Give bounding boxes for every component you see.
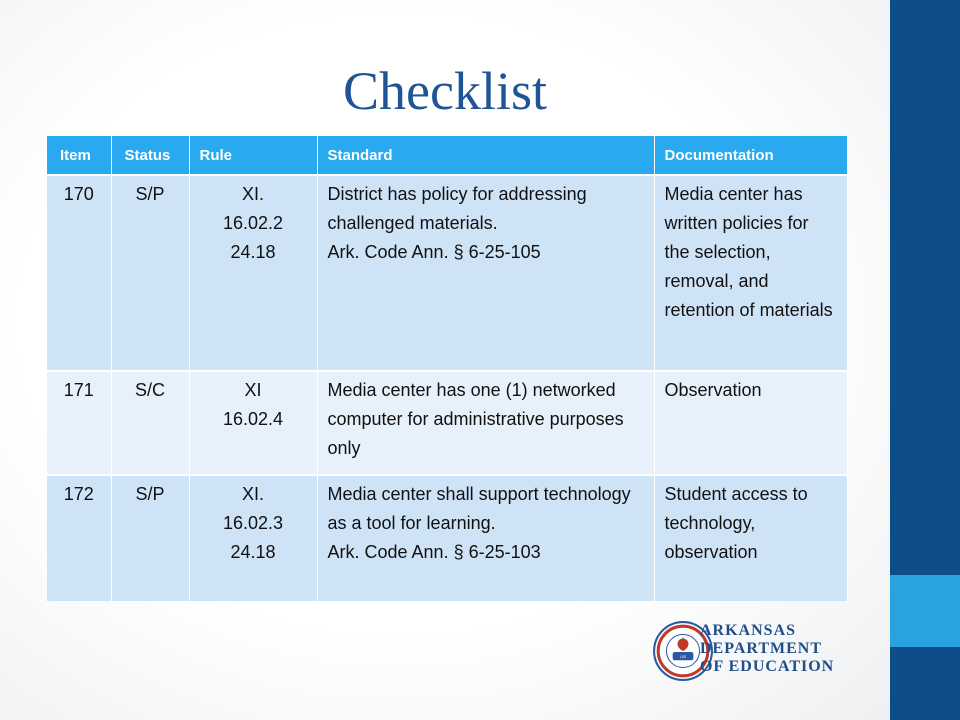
cell-documentation xyxy=(654,371,847,475)
standard-line: Media center has one (1) networked computer for administrative purposes only xyxy=(327,380,624,458)
cell-status: S/P xyxy=(111,175,189,371)
cell-rule xyxy=(189,475,317,601)
table-row xyxy=(47,175,847,371)
table-header-row xyxy=(47,136,847,175)
cell-item: 171 xyxy=(47,371,111,475)
cell-standard xyxy=(317,175,654,371)
header-documentation: Documentation xyxy=(654,136,847,175)
rule-line: 24.18 xyxy=(230,242,276,262)
cell-standard xyxy=(317,371,654,475)
logo-line-3: OF EDUCATION xyxy=(700,658,835,675)
documentation-line: Student access to technology, observation xyxy=(664,484,808,562)
standard-line: Ark. Code Ann. § 6-25-103 xyxy=(327,542,541,562)
page-title: Checklist xyxy=(343,61,547,121)
cell-documentation xyxy=(654,175,847,371)
sidebar-bar-top xyxy=(890,0,960,575)
header-standard: Standard xyxy=(317,136,654,175)
rule-line: XI xyxy=(244,380,262,400)
rule-line: 16.02.3 xyxy=(222,513,284,533)
table-row xyxy=(47,475,847,601)
header-rule: Rule xyxy=(189,136,317,175)
documentation-line: Media center has written policies for the selection, removal, and retention of materials xyxy=(664,184,833,320)
sidebar-bar-bottom xyxy=(890,647,960,720)
documentation-line: Observation xyxy=(664,380,762,400)
rule-line: XI. xyxy=(241,184,264,204)
cell-documentation xyxy=(654,475,847,601)
rule-line: 16.02.2 xyxy=(222,213,284,233)
standard-line: Ark. Code Ann. § 6-25-105 xyxy=(327,242,541,262)
standard-line: Media center shall support technology as a tool for learning. xyxy=(327,484,631,533)
header-item: Item xyxy=(47,136,111,175)
rule-line: XI. xyxy=(241,484,264,504)
cell-rule xyxy=(189,371,317,475)
logo-line-1: ARKANSAS xyxy=(700,622,797,639)
sidebar-bar-accent xyxy=(890,575,960,647)
cell-item: 172 xyxy=(47,475,111,601)
svg-text:LSS: LSS xyxy=(679,655,687,660)
standard-line: District has policy for addressing challenged materials. xyxy=(327,184,587,233)
checklist-table xyxy=(47,136,848,601)
table-row xyxy=(47,371,847,475)
cell-item: 170 xyxy=(47,175,111,371)
cell-status: S/C xyxy=(111,371,189,475)
logo-line-2: DEPARTMENT xyxy=(700,640,823,657)
cell-status: S/P xyxy=(111,475,189,601)
ade-wordmark xyxy=(700,622,834,676)
rule-line: 24.18 xyxy=(230,542,276,562)
rule-line: 16.02.4 xyxy=(222,409,284,429)
cell-rule xyxy=(189,175,317,371)
header-status: Status xyxy=(111,136,189,175)
cell-standard xyxy=(317,475,654,601)
